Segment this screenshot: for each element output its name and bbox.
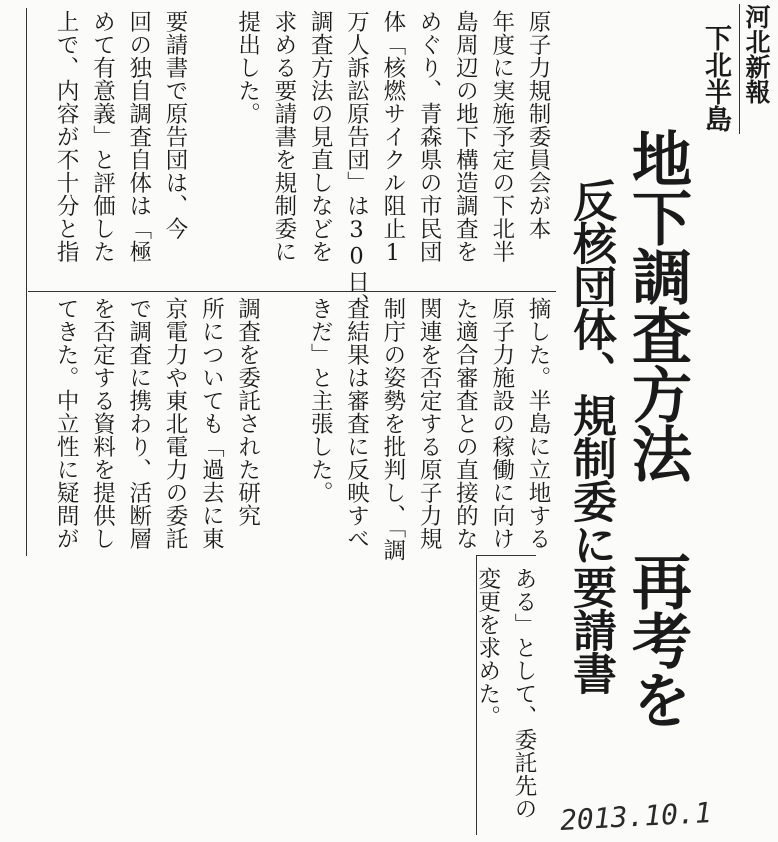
body-line: 所についても「過去に東 [198, 297, 225, 550]
body-line: 年度に実施予定の下北半 [488, 10, 515, 263]
body-line: た適合審査との直接的な [452, 297, 479, 550]
headline: 地下調査方法 再考を [622, 128, 692, 728]
body-line: 上で、内容が不十分と指 [53, 10, 80, 263]
body-line [266, 297, 302, 547]
body-line: ある」として、委託先の [511, 567, 537, 820]
body-line: 制庁の姿勢を批判し、「調 [379, 297, 406, 562]
body-line: 査結果は審査に反映すべ [343, 297, 370, 550]
continuation-rule [476, 555, 536, 556]
body-line: てきた。中立性に疑問が [53, 297, 80, 550]
handwritten-date: 2013.10.1 [559, 796, 713, 837]
body-line: 摘した。半島に立地する [525, 297, 551, 550]
body-line: 求める要請書を規制委に [270, 10, 297, 263]
body-line: 調査方法の見直しなどを [307, 10, 334, 263]
body-line: きだ」と主張した。 [307, 297, 334, 504]
body-line: を否定する資料を提供し [89, 297, 116, 550]
body-line [193, 10, 229, 295]
body-line: 体「核燃サイクル阻止1 [379, 10, 406, 267]
region-label: 下北半島 [700, 24, 731, 132]
subheadline: 反核団体、規制委に要請書 [565, 178, 616, 694]
masthead-rule [739, 4, 740, 134]
body-line: 原子力施設の稼働に向け [488, 297, 515, 550]
body-line: で調査に携わり、活断層 [125, 297, 152, 550]
body-line: 島周辺の地下構造調査を [452, 10, 479, 263]
left-border-rule [26, 8, 27, 556]
body-line: 回の独自調査自体は「極 [125, 10, 152, 263]
body-line: 変更を求めた。 [474, 567, 501, 728]
body-line: 京電力や東北電力の委託 [162, 297, 189, 550]
body-line: 万人訴訟原告団」は30日、 [343, 10, 370, 316]
article-body-lower [48, 297, 556, 562]
article-body-upper [48, 10, 556, 316]
newspaper-name: 河北新報 [742, 4, 771, 104]
body-line: 関連を否定する原子力規 [416, 297, 443, 550]
body-line: 要請書で原告団は、今 [162, 10, 189, 240]
body-line: めぐり、青森県の市民団 [416, 10, 443, 263]
body-line: 原子力規制委員会が本 [525, 10, 551, 240]
body-line: 提出した。 [234, 10, 261, 125]
body-line: 調査を委託された研究 [234, 297, 261, 527]
article-body-continuation [469, 567, 542, 837]
body-line: めて有意義」と評価した [89, 10, 116, 263]
